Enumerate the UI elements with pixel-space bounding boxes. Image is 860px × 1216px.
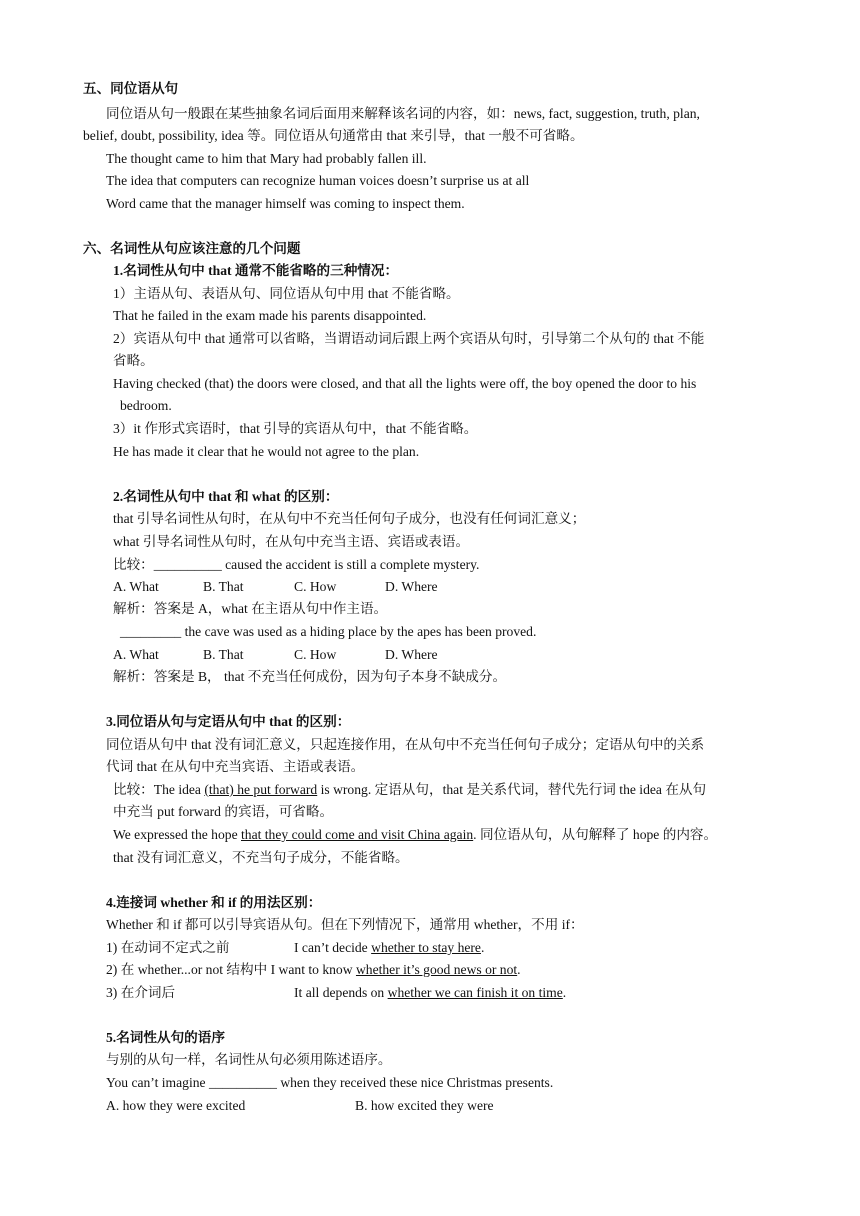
text-segment: .: [480, 940, 485, 955]
text-line: 2）宾语从句中 that 通常可以省略，当谓语动词后跟上两个宾语从句时，引导第二个从句的 that 不能: [113, 331, 705, 346]
practice-question: _________ the cave was used as a hiding place by the apes has been proved.: [120, 624, 537, 639]
underlined-clause: (that) he put forward: [204, 782, 318, 797]
rule-label: 3) 在介词后: [106, 985, 176, 1000]
text-segment: We expressed the hope: [113, 827, 241, 842]
underlined-clause: whether we can finish it on time: [387, 985, 563, 1000]
subsection-3-title: 3.同位语从句与定语从句中 that 的区别：: [106, 714, 351, 729]
answer-option: B. That: [203, 647, 244, 662]
text-segment: .: [562, 985, 567, 1000]
subsection-5-title: 5.名词性从句的语序: [106, 1030, 225, 1045]
text-line: that 没有词汇意义，不充当句子成分，不能省略。: [113, 850, 409, 865]
text-segment: . 同位语从句，从句解释了 hope 的内容。: [473, 827, 718, 842]
subsection-1-title: 1.名词性从句中 that 通常不能省略的三种情况：: [113, 263, 399, 278]
example-sentence: Word came that the manager himself was coming to inspect them.: [106, 196, 465, 211]
rule-example: [294, 984, 566, 1002]
example-sentence: The thought came to him that Mary had probably fallen ill.: [106, 151, 427, 166]
answer-option: C. How: [294, 647, 337, 662]
text-line: 1）主语从句、表语从句、同位语从句中用 that 不能省略。: [113, 286, 460, 301]
example-sentence-continued: bedroom.: [120, 398, 172, 413]
text-line: 代词 that 在从句中充当宾语、主语或表语。: [106, 759, 365, 774]
underlined-clause: that they could come and visit China again: [241, 827, 474, 842]
comparison-example: [113, 826, 717, 844]
section-5-heading: 五、同位语从句: [83, 81, 179, 96]
underlined-clause: whether it’s good news or not: [355, 962, 518, 977]
example-sentence: Having checked (that) the doors were closed, and that all the lights were off, the boy opened the door to his: [113, 376, 697, 391]
text-line: 同位语从句中 that 没有词汇意义，只起连接作用，在从句中不充当任何句子成分；定语从句中的关系: [106, 737, 705, 752]
section-5-paragraph-line-1: 同位语从句一般跟在某些抽象名词后面用来解释该名词的内容，如：news, fact, suggestion, truth, plan,: [106, 106, 700, 121]
example-sentence: He has made it clear that he would not agree to the plan.: [113, 444, 420, 459]
rule-example: [294, 939, 484, 957]
example-sentence: That he failed in the exam made his parents disappointed.: [113, 308, 427, 323]
answer-option: B. how excited they were: [355, 1098, 494, 1113]
practice-question: 比较：__________ caused the accident is still a complete mystery.: [113, 557, 480, 572]
answer-option: A. What: [113, 647, 159, 662]
text-segment: I can’t decide: [294, 940, 372, 955]
rule-example: [106, 961, 521, 979]
example-sentence: The idea that computers can recognize human voices doesn’t surprise us at all: [106, 173, 530, 188]
text-segment: .: [517, 962, 521, 977]
answer-explanation: 解析：答案是 B， that 不充当任何成份，因为句子本身不缺成分。: [113, 669, 507, 684]
answer-explanation: 解析：答案是 A，what 在主语从句中作主语。: [113, 601, 388, 616]
answer-option: D. Where: [385, 647, 438, 662]
subsection-2-title: 2.名词性从句中 that 和 what 的区别：: [113, 489, 339, 504]
answer-option: C. How: [294, 579, 337, 594]
subsection-4-title: 4.连接词 whether 和 if 的用法区别：: [106, 895, 322, 910]
text-line: that 引导名词性从句时，在从句中不充当任何句子成分，也没有任何词汇意义；: [113, 511, 586, 526]
answer-option: B. That: [203, 579, 244, 594]
answer-option: A. how they were excited: [106, 1098, 246, 1113]
answer-option: D. Where: [385, 579, 438, 594]
text-segment: It all depends on: [294, 985, 388, 1000]
text-segment: is wrong. 定语从句，that 是关系代词，替代先行词 the idea 在从句: [317, 782, 707, 797]
rule-label: 1) 在动词不定式之前: [106, 940, 230, 955]
section-6-heading: 六、名词性从句应该注意的几个问题: [83, 241, 301, 256]
text-line: 3）it 作形式宾语时，that 引导的宾语从句中，that 不能省略。: [113, 421, 478, 436]
text-line: 与别的从句一样，名词性从句必须用陈述语序。: [106, 1052, 392, 1067]
section-5-paragraph-line-2: belief, doubt, possibility, idea 等。同位语从句通常由 that 来引导，that 一般不可省略。: [83, 128, 584, 143]
answer-option: A. What: [113, 579, 159, 594]
text-segment: I want to know: [267, 962, 356, 977]
practice-question: You can’t imagine __________ when they received these nice Christmas presents.: [106, 1075, 554, 1090]
text-segment: 比较：The idea: [113, 782, 205, 797]
text-line: what 引导名词性从句时，在从句中充当主语、宾语或表语。: [113, 534, 470, 549]
text-line: 省略。: [113, 353, 154, 368]
underlined-clause: whether to stay here: [371, 940, 481, 955]
text-line: 中充当 put forward 的宾语，可省略。: [113, 804, 334, 819]
comparison-example: [113, 781, 706, 799]
rule-label: 2) 在 whether...or not 结构中: [106, 962, 268, 977]
text-line: Whether 和 if 都可以引导宾语从句。但在下列情况下，通常用 whether，不用 if：: [106, 917, 584, 932]
